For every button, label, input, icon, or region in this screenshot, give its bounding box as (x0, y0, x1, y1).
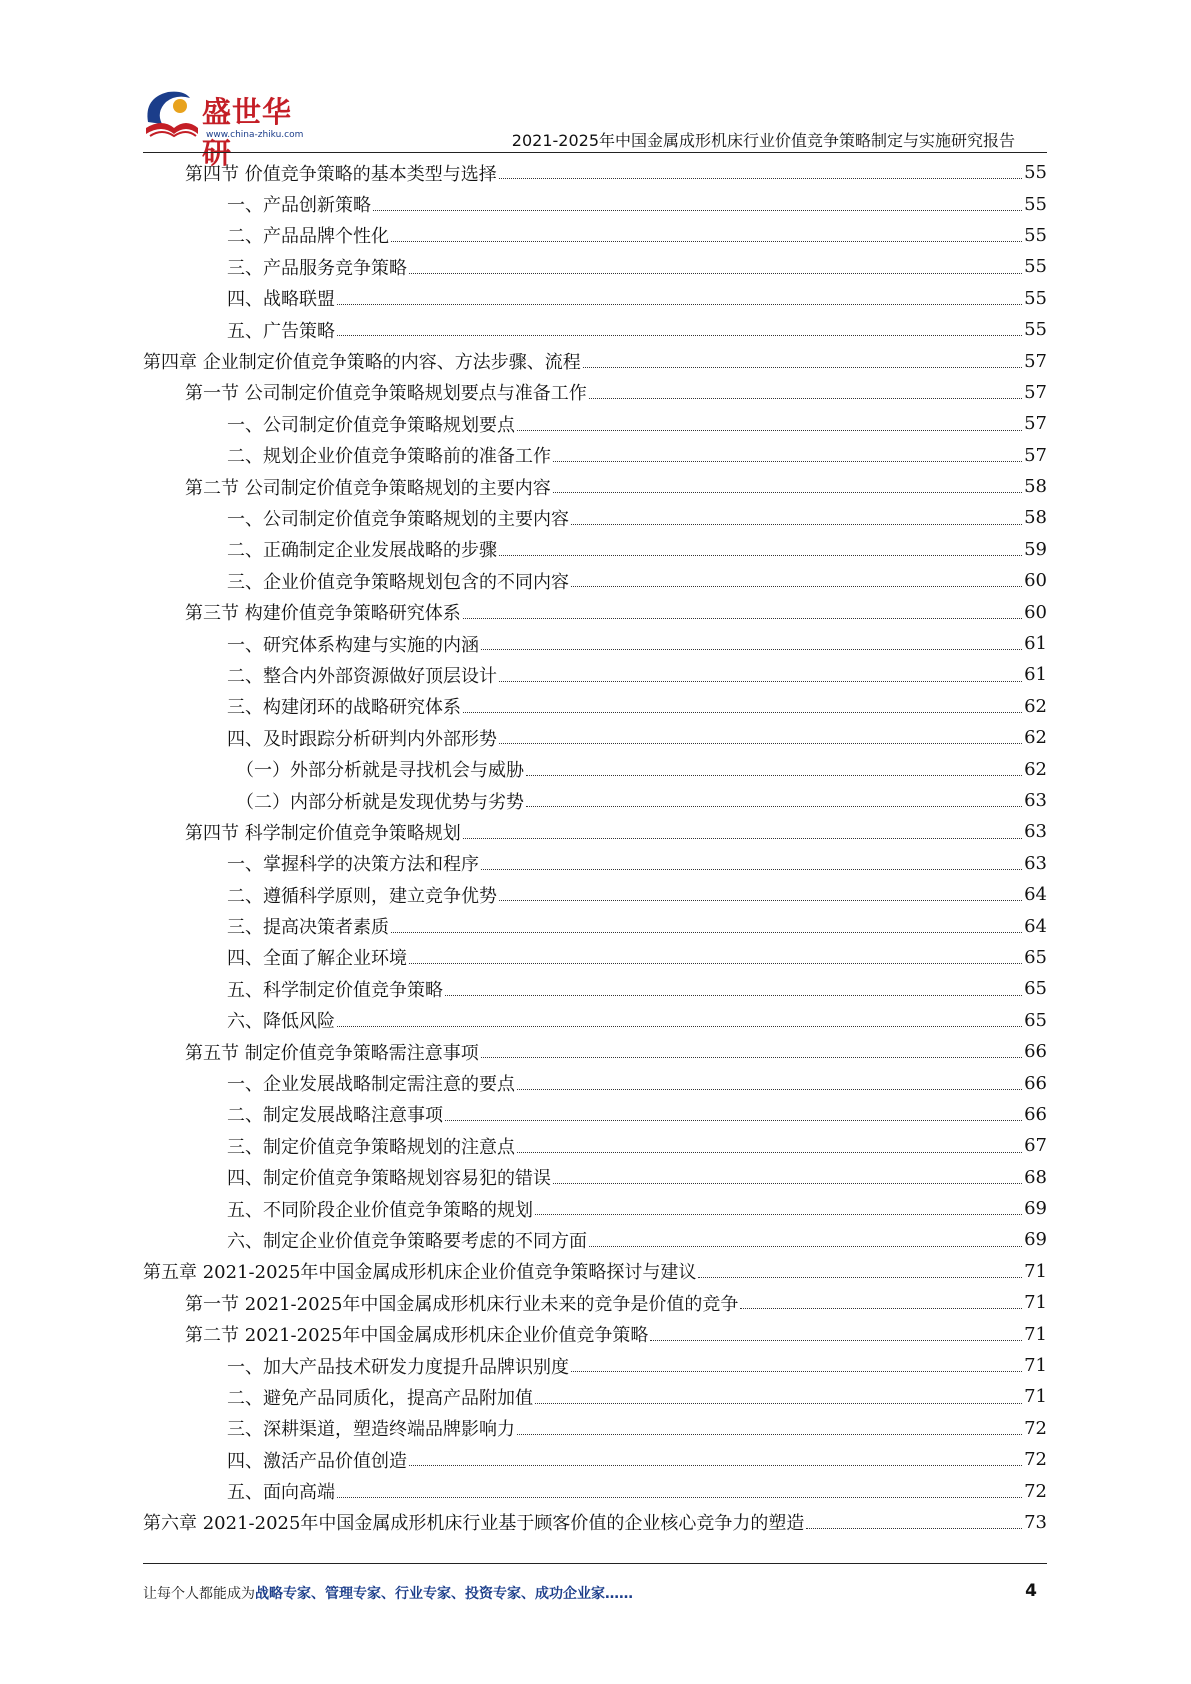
toc-entry[interactable] (143, 659, 1047, 690)
toc-entry-page: 59 (1024, 538, 1047, 560)
toc-dot-leader (337, 304, 1022, 305)
toc-entry-page: 72 (1024, 1417, 1047, 1439)
header-divider (143, 152, 1047, 153)
page-header (0, 0, 1191, 170)
toc-dot-leader (499, 555, 1022, 556)
toc-entry[interactable] (143, 1036, 1047, 1067)
toc-entry-page: 60 (1024, 601, 1047, 623)
toc-entry[interactable] (143, 157, 1047, 188)
toc-entry-page: 73 (1024, 1511, 1047, 1533)
toc-dot-leader (337, 1497, 1022, 1498)
toc-dot-leader (373, 210, 1022, 211)
toc-dot-leader (481, 649, 1022, 650)
toc-entry[interactable] (143, 1350, 1047, 1381)
toc-dot-leader (526, 775, 1022, 776)
toc-entry[interactable] (143, 283, 1047, 314)
toc-entry-title: 五、不同阶段企业价值竞争策略的规划 (227, 1199, 533, 1221)
toc-entry[interactable] (143, 942, 1047, 973)
toc-entry-title: 第一节 公司制定价值竞争策略规划要点与准备工作 (185, 383, 587, 405)
toc-entry-title: 一、研究体系构建与实施的内涵 (227, 634, 479, 656)
toc-entry-title: 三、深耕渠道，塑造终端品牌影响力 (227, 1419, 515, 1441)
toc-dot-leader (481, 869, 1022, 870)
logo-url: www.china-zhiku.com (206, 130, 304, 140)
toc-dot-leader (517, 1152, 1022, 1153)
page-number: 4 (1025, 1581, 1037, 1601)
toc-entry[interactable] (143, 596, 1047, 627)
toc-entry-title: 第三节 构建价值竞争策略研究体系 (185, 603, 461, 625)
toc-entry[interactable] (143, 1005, 1047, 1036)
toc-entry-title: 二、整合内外部资源做好顶层设计 (227, 665, 497, 687)
toc-entry-title: 第五章 2021-2025年中国金属成形机床企业价值竞争策略探讨与建议 (143, 1262, 697, 1284)
toc-dot-leader (740, 1308, 1022, 1309)
toc-dot-leader (391, 932, 1022, 933)
toc-dot-leader (409, 963, 1022, 964)
toc-entry-title: 第四节 价值竞争策略的基本类型与选择 (185, 163, 497, 185)
toc-entry-page: 55 (1024, 319, 1047, 341)
toc-entry[interactable] (143, 785, 1047, 816)
toc-entry[interactable] (143, 1381, 1047, 1412)
toc-entry-page: 62 (1024, 758, 1047, 780)
toc-dot-leader (409, 273, 1022, 274)
toc-entry-page: 55 (1024, 224, 1047, 246)
report-title: 2021-2025年中国金属成形机床行业价值竞争策略制定与实施研究报告 (511, 131, 1015, 150)
toc-entry[interactable] (143, 408, 1047, 439)
toc-entry-page: 63 (1024, 790, 1047, 811)
toc-entry-title: 六、制定企业价值竞争策略要考虑的不同方面 (227, 1230, 587, 1252)
toc-entry[interactable] (143, 1287, 1047, 1318)
toc-dot-leader (571, 586, 1022, 587)
toc-entry[interactable] (143, 314, 1047, 345)
toc-entry-page: 68 (1024, 1166, 1047, 1188)
company-logo (140, 82, 315, 170)
toc-entry[interactable] (143, 1067, 1047, 1098)
toc-dot-leader (583, 367, 1022, 368)
toc-entry[interactable] (143, 753, 1047, 784)
toc-dot-leader (650, 1340, 1022, 1341)
toc-entry-page: 55 (1024, 162, 1047, 184)
toc-entry[interactable] (143, 188, 1047, 219)
toc-entry-title: 一、加大产品技术研发力度提升品牌识别度 (227, 1356, 569, 1378)
toc-dot-leader (463, 618, 1022, 619)
toc-entry-page: 58 (1024, 507, 1047, 529)
toc-dot-leader (553, 492, 1022, 493)
toc-entry-title: 一、掌握科学的决策方法和程序 (227, 854, 479, 876)
toc-entry-page: 71 (1024, 1323, 1047, 1345)
toc-entry-title: 六、降低风险 (227, 1011, 335, 1033)
toc-entry-title: 第二节 2021-2025年中国金属成形机床企业价值竞争策略 (185, 1325, 649, 1347)
toc-dot-leader (445, 995, 1022, 996)
toc-dot-leader (571, 1371, 1022, 1372)
toc-entry[interactable] (143, 691, 1047, 722)
toc-entry-title: 三、企业价值竞争策略规划包含的不同内容 (227, 571, 569, 593)
toc-entry-title: 四、激活产品价值创造 (227, 1450, 407, 1472)
toc-entry-page: 66 (1024, 1072, 1047, 1094)
toc-entry-title: 第六章 2021-2025年中国金属成形机床行业基于顾客价值的企业核心竞争力的塑造 (143, 1513, 805, 1535)
toc-entry-page: 71 (1024, 1355, 1047, 1377)
toc-entry-page: 60 (1024, 570, 1047, 592)
toc-entry[interactable] (143, 973, 1047, 1004)
toc-dot-leader (571, 524, 1022, 525)
toc-dot-leader (499, 743, 1022, 744)
toc-entry-page: 65 (1024, 978, 1047, 1000)
toc-entry[interactable] (143, 1099, 1047, 1130)
toc-entry-page: 71 (1024, 1292, 1047, 1314)
toc-entry-title: 二、正确制定企业发展战略的步骤 (227, 540, 497, 562)
toc-dot-leader (499, 681, 1022, 682)
toc-dot-leader (463, 712, 1022, 713)
toc-entry[interactable] (143, 1475, 1047, 1506)
toc-entry-page: 71 (1024, 1260, 1047, 1282)
toc-entry[interactable] (143, 502, 1047, 533)
toc-entry-page: 57 (1024, 444, 1047, 466)
toc-entry[interactable] (143, 1413, 1047, 1444)
toc-entry-title: 四、及时跟踪分析研判内外部形势 (227, 728, 497, 750)
toc-entry-title: （二）内部分析就是发现优势与劣势 (236, 791, 524, 813)
toc-entry[interactable] (143, 1444, 1047, 1475)
toc-entry[interactable] (143, 628, 1047, 659)
toc-entry-page: 62 (1024, 727, 1047, 749)
toc-dot-leader (445, 1120, 1022, 1121)
footer-slogan-prefix: 让每个人都能成为 (143, 1586, 255, 1602)
toc-entry-title: 三、制定价值竞争策略规划的注意点 (227, 1136, 515, 1158)
toc-entry[interactable] (143, 440, 1047, 471)
toc-dot-leader (535, 1403, 1022, 1404)
toc-dot-leader (463, 838, 1022, 839)
toc-entry-page: 57 (1024, 381, 1047, 403)
toc-dot-leader (409, 1465, 1022, 1466)
toc-entry-title: 二、遵循科学原则，建立竞争优势 (227, 885, 497, 907)
toc-dot-leader (337, 335, 1022, 336)
toc-entry[interactable] (143, 345, 1047, 376)
toc-dot-leader (481, 1057, 1022, 1058)
toc-entry-page: 64 (1024, 884, 1047, 906)
toc-entry-title: 四、制定价值竞争策略规划容易犯的错误 (227, 1168, 551, 1190)
toc-dot-leader (526, 806, 1022, 807)
toc-entry[interactable] (143, 722, 1047, 753)
toc-entry[interactable] (143, 816, 1047, 847)
toc-entry-page: 65 (1024, 946, 1047, 968)
toc-entry-title: 二、产品品牌个性化 (227, 226, 389, 248)
toc-entry-title: 三、产品服务竞争策略 (227, 257, 407, 279)
toc-dot-leader (499, 900, 1022, 901)
toc-entry-page: 62 (1024, 695, 1047, 717)
toc-entry[interactable] (143, 848, 1047, 879)
toc-dot-leader (517, 1089, 1022, 1090)
toc-entry-page: 57 (1024, 350, 1047, 372)
toc-dot-leader (391, 241, 1022, 242)
toc-entry-title: 第五节 制定价值竞争策略需注意事项 (185, 1042, 479, 1064)
toc-dot-leader (517, 430, 1022, 431)
toc-entry-title: 第一节 2021-2025年中国金属成形机床行业未来的竞争是价值的竞争 (185, 1293, 739, 1315)
toc-dot-leader (553, 461, 1022, 462)
toc-entry-page: 61 (1024, 664, 1047, 686)
toc-entry[interactable] (143, 251, 1047, 282)
footer-slogan (143, 1583, 633, 1603)
toc-entry-title: 第二节 公司制定价值竞争策略规划的主要内容 (185, 477, 551, 499)
toc-entry[interactable] (143, 879, 1047, 910)
toc-entry[interactable] (143, 910, 1047, 941)
toc-dot-leader (589, 398, 1022, 399)
footer-slogan-highlight: 战略专家、管理专家、行业专家、投资专家、成功企业家…… (255, 1586, 633, 1602)
toc-entry-page: 69 (1024, 1198, 1047, 1220)
toc-entry-title: 三、提高决策者素质 (227, 917, 389, 939)
toc-dot-leader (535, 1214, 1022, 1215)
toc-entry-page: 63 (1024, 852, 1047, 874)
toc-entry-title: 五、面向高端 (227, 1482, 335, 1504)
toc-entry-page: 64 (1024, 915, 1047, 937)
toc-entry-page: 66 (1024, 1103, 1047, 1125)
toc-entry-title: 五、广告策略 (227, 320, 335, 342)
toc-entry-page: 55 (1024, 193, 1047, 215)
toc-entry-title: 二、规划企业价值竞争策略前的准备工作 (227, 446, 551, 468)
toc-entry[interactable] (143, 220, 1047, 251)
toc-dot-leader (499, 178, 1022, 179)
toc-dot-leader (553, 1183, 1022, 1184)
toc-entry-title: 五、科学制定价值竞争策略 (227, 979, 443, 1001)
toc-dot-leader (337, 1026, 1022, 1027)
toc-entry-title: 三、构建闭环的战略研究体系 (227, 697, 461, 719)
toc-entry[interactable] (143, 1318, 1047, 1349)
toc-entry[interactable] (143, 1193, 1047, 1224)
toc-entry-title: 四、战略联盟 (227, 289, 335, 311)
toc-dot-leader (698, 1277, 1022, 1278)
toc-entry-title: 一、企业发展战略制定需注意的要点 (227, 1074, 515, 1096)
toc-dot-leader (589, 1246, 1022, 1247)
page-footer (143, 1583, 1047, 1607)
toc-entry-page: 69 (1024, 1229, 1047, 1251)
toc-entry-title: 二、制定发展战略注意事项 (227, 1105, 443, 1127)
logo-emblem-icon (140, 84, 202, 146)
toc-entry[interactable] (143, 1507, 1047, 1538)
toc-entry-page: 58 (1024, 476, 1047, 498)
toc-entry-page: 55 (1024, 287, 1047, 309)
toc-entry-page: 65 (1024, 1009, 1047, 1031)
toc-dot-leader (517, 1434, 1022, 1435)
toc-entry-title: 四、全面了解企业环境 (227, 948, 407, 970)
toc-entry[interactable] (143, 471, 1047, 502)
toc-entry-page: 57 (1024, 413, 1047, 435)
toc-entry[interactable] (143, 1162, 1047, 1193)
toc-entry[interactable] (143, 1224, 1047, 1255)
toc-entry-title: （一）外部分析就是寻找机会与威胁 (236, 760, 524, 782)
toc-entry-page: 67 (1024, 1135, 1047, 1157)
toc-entry[interactable] (143, 565, 1047, 596)
toc-entry-page: 66 (1024, 1041, 1047, 1063)
table-of-contents (143, 157, 1047, 1538)
toc-entry-title: 一、产品创新策略 (227, 195, 371, 217)
toc-dot-leader (806, 1528, 1022, 1529)
toc-entry-page: 55 (1024, 256, 1047, 278)
toc-entry-title: 第四节 科学制定价值竞争策略规划 (185, 822, 461, 844)
toc-entry[interactable] (143, 534, 1047, 565)
toc-entry-page: 72 (1024, 1480, 1047, 1502)
toc-entry-title: 一、公司制定价值竞争策略规划要点 (227, 414, 515, 436)
toc-entry-title: 二、避免产品同质化，提高产品附加值 (227, 1387, 533, 1409)
toc-entry-page: 71 (1024, 1386, 1047, 1408)
toc-entry[interactable] (143, 1256, 1047, 1287)
footer-divider (143, 1563, 1047, 1564)
toc-entry[interactable] (143, 1130, 1047, 1161)
toc-entry-title: 第四章 企业制定价值竞争策略的内容、方法步骤、流程 (143, 352, 581, 374)
toc-entry[interactable] (143, 377, 1047, 408)
toc-entry-page: 72 (1024, 1449, 1047, 1471)
toc-entry-page: 61 (1024, 633, 1047, 655)
toc-entry-page: 63 (1024, 821, 1047, 843)
toc-entry-title: 一、公司制定价值竞争策略规划的主要内容 (227, 508, 569, 530)
logo-name: 盛世华研 (202, 95, 293, 170)
